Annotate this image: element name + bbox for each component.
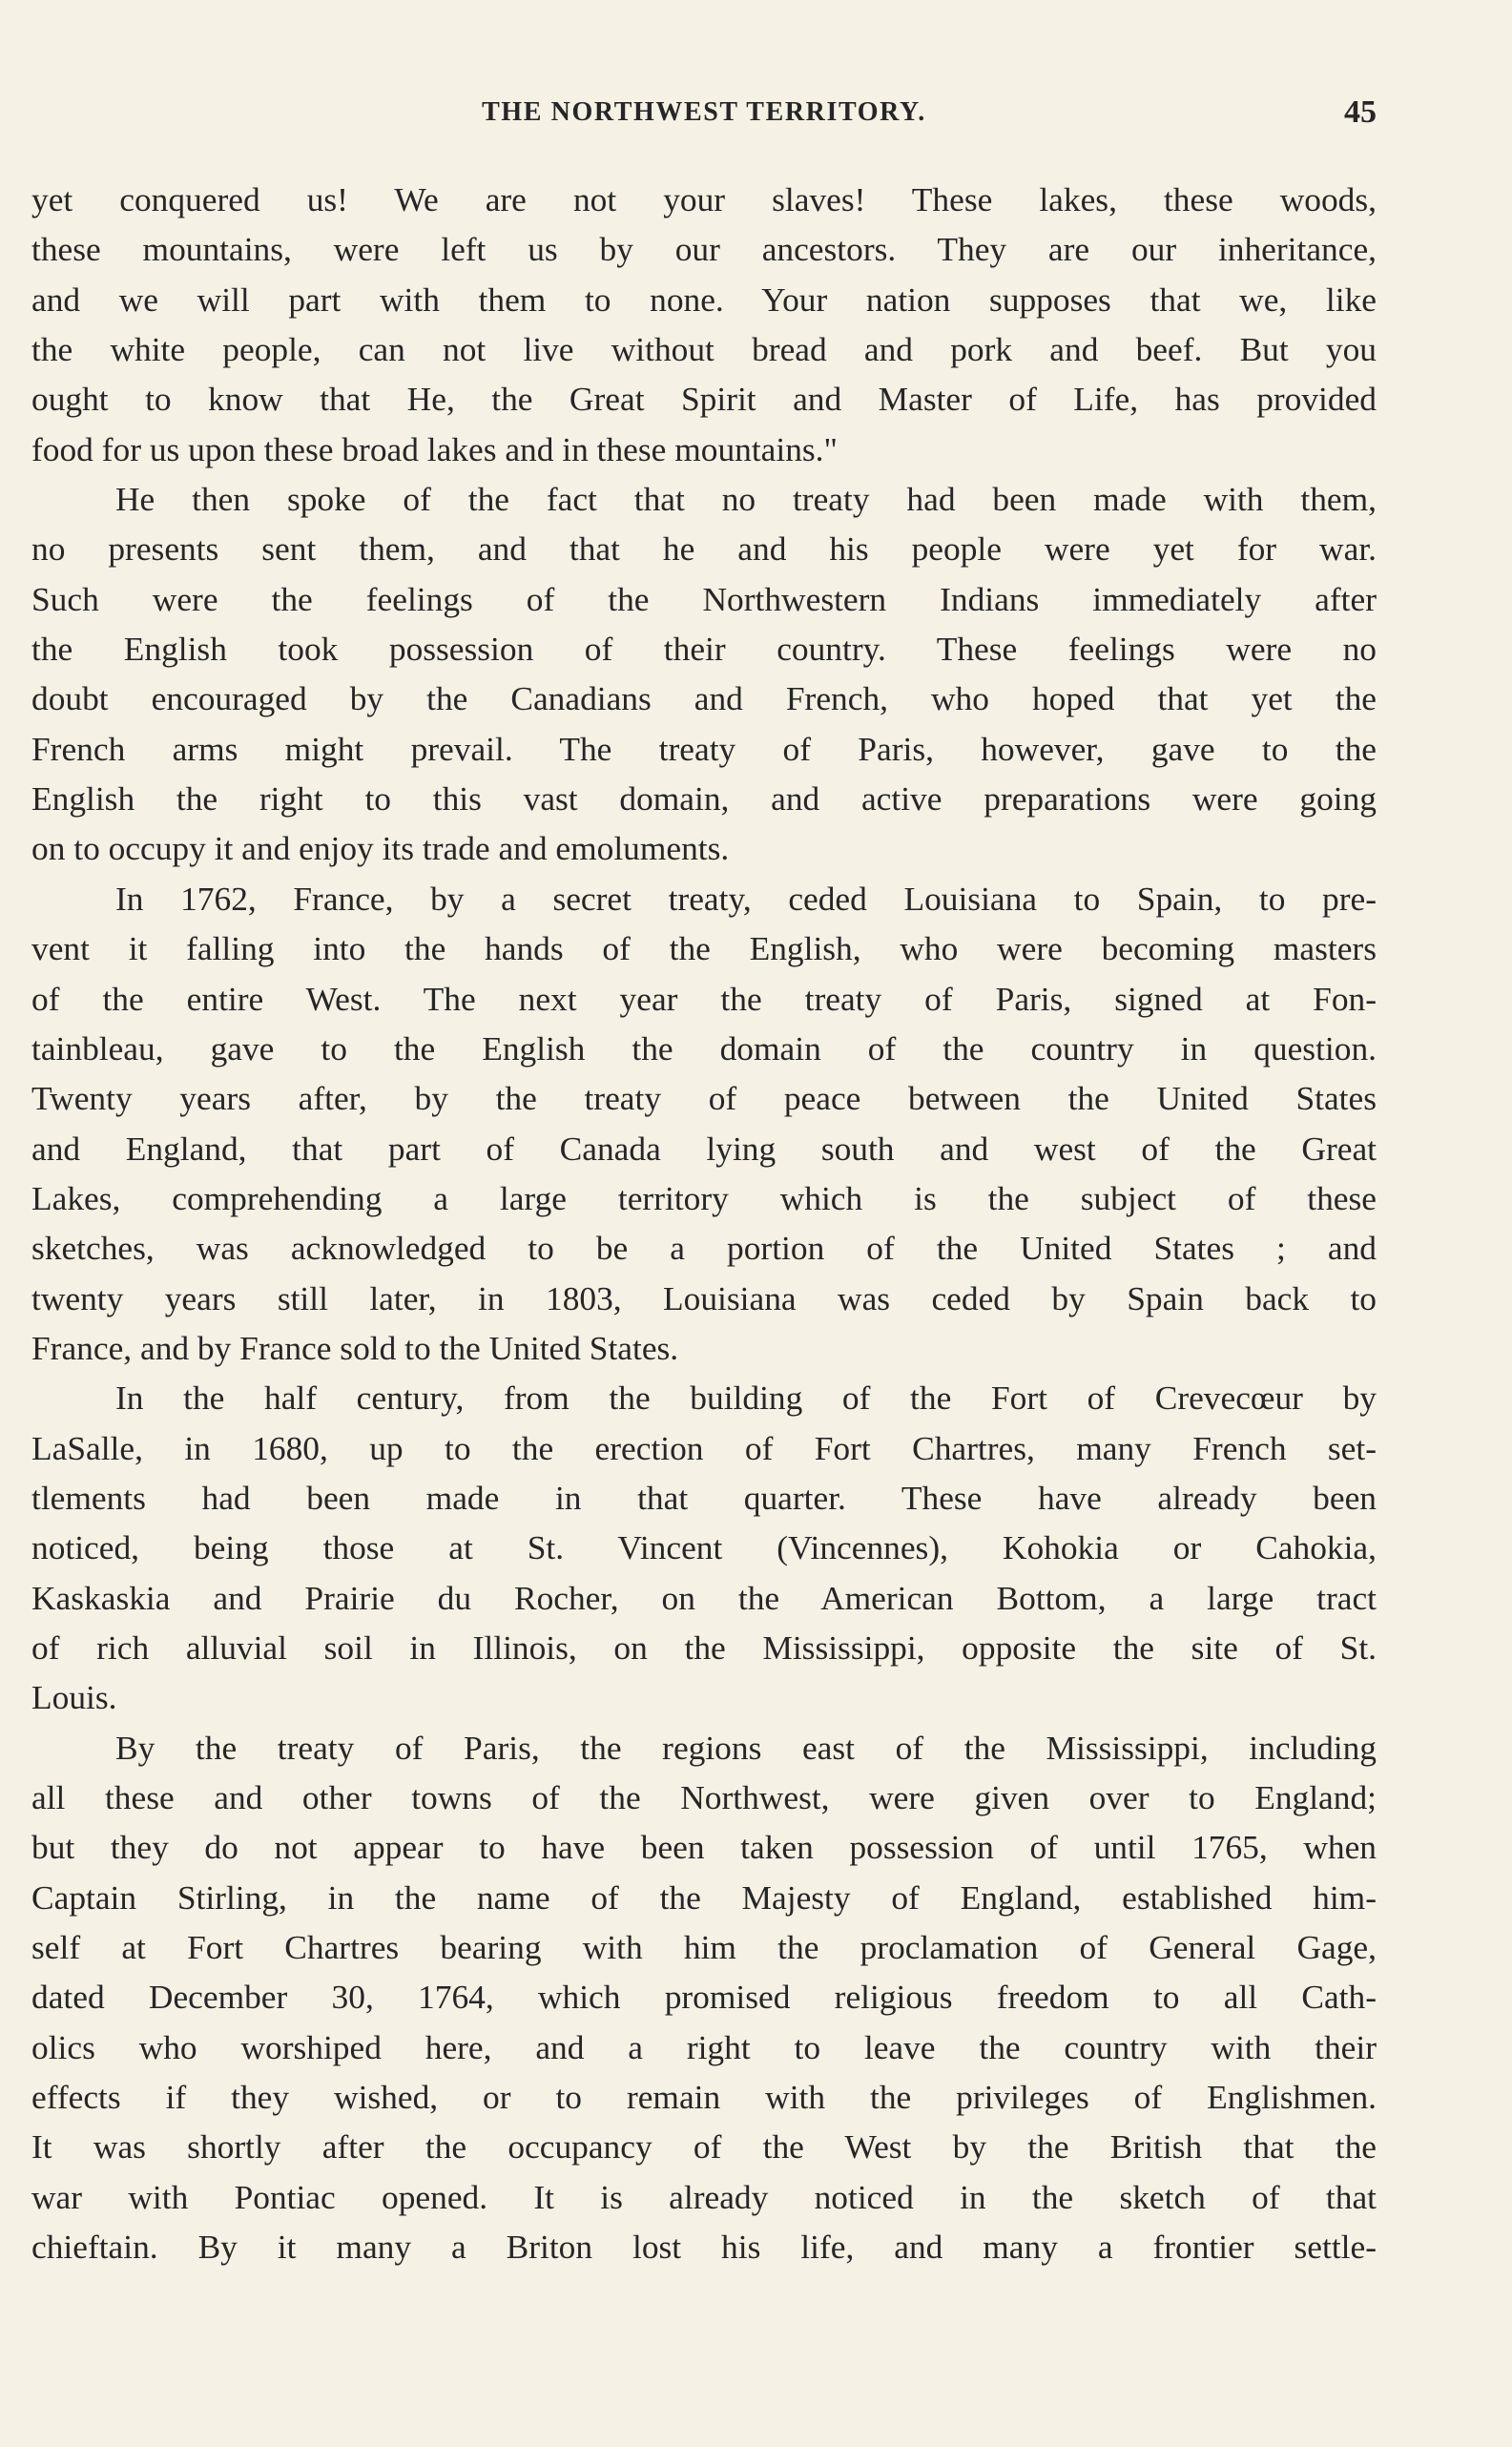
text-line-26: LaSalle, in 1680, up to the erection of Fort Chartres, many French set-	[31, 1428, 1377, 1467]
text-line-12: French arms might prevail. The treaty of Paris, however, gave to the	[31, 729, 1377, 768]
text-line-33: all these and other towns of the Northwest, were given over to England;	[31, 1778, 1377, 1816]
text-line-22: sketches, was acknowledged to be a portion of the United States ; and	[31, 1229, 1377, 1268]
text-line-17: of the entire West. The next year the treaty of Paris, signed at Fon-	[31, 979, 1377, 1018]
text-line-38: olics who worshiped here, and a right to leave the country with their	[31, 2027, 1377, 2066]
text-line-34: but they do not appear to have been taken possession of until 1765, when	[31, 1828, 1377, 1867]
text-line-19: Twenty years after, by the treaty of peace between the United States	[31, 1079, 1377, 1118]
text-line-40: It was shortly after the occupancy of the West by the British that the	[31, 2127, 1377, 2167]
text-line-28: noticed, being those at St. Vincent (Vincennes), Kohokia or Cahokia,	[31, 1528, 1377, 1567]
text-line-8: no presents sent them, and that he and his people were yet for war.	[31, 529, 1377, 569]
page-header	[31, 88, 1377, 137]
text-line-6: food for us upon these broad lakes and in these mountains."	[31, 429, 838, 468]
text-line-29: Kaskaskia and Prairie du Rocher, on the American Bottom, a large tract	[31, 1578, 1377, 1617]
text-line-21: Lakes, comprehending a large territory which is the subject of these	[31, 1178, 1377, 1217]
text-line-2: these mountains, were left us by our ancestors. They are our inheritance,	[31, 230, 1377, 269]
text-line-14: on to occupy it and enjoy its trade and emoluments.	[31, 829, 730, 868]
text-line-42: chieftain. By it many a Briton lost his life, and many a frontier settle-	[31, 2228, 1377, 2267]
text-line-13: English the right to this vast domain, and active preparations were going	[31, 779, 1377, 819]
text-line-11: doubt encouraged by the Canadians and French, who hoped that yet the	[31, 679, 1377, 718]
text-line-37: dated December 30, 1764, which promised religious freedom to all Cath-	[31, 1978, 1377, 2017]
page-number: 45	[1344, 94, 1377, 130]
text-line-7: He then spoke of the fact that no treaty had been made with them,	[115, 480, 1377, 519]
text-line-4: the white people, can not live without bread and pork and beef. But you	[31, 330, 1377, 369]
text-line-39: effects if they wished, or to remain with the privileges of Englishmen.	[31, 2078, 1377, 2117]
text-line-3: and we will part with them to none. Your nation supposes that we, like	[31, 280, 1377, 319]
text-line-23: twenty years still later, in 1803, Louisiana was ceded by Spain back to	[31, 1278, 1377, 1317]
text-line-35: Captain Stirling, in the name of the Majesty of England, established him-	[31, 1877, 1377, 1917]
text-line-27: tlements had been made in that quarter. These have already been	[31, 1478, 1377, 1517]
text-line-9: Such were the feelings of the Northwestern Indians immediately after	[31, 579, 1377, 618]
text-line-30: of rich alluvial soil in Illinois, on the Mississippi, opposite the site of St.	[31, 1628, 1377, 1667]
text-line-10: the English took possession of their country. These feelings were no	[31, 630, 1377, 669]
text-line-5: ought to know that He, the Great Spirit and Master of Life, has provided	[31, 380, 1377, 419]
text-line-36: self at Fort Chartres bearing with him the proclamation of General Gage,	[31, 1928, 1377, 1967]
text-line-18: tainbleau, gave to the English the domain of the country in question.	[31, 1028, 1377, 1068]
text-line-41: war with Pontiac opened. It is already noticed in the sketch of that	[31, 2177, 1377, 2216]
body-text	[31, 175, 1377, 2271]
text-line-32: By the treaty of Paris, the regions east of the Mississippi, including	[115, 1728, 1377, 1767]
text-line-1: yet conquered us! We are not your slaves! These lakes, these woods,	[31, 180, 1377, 218]
text-line-15: In 1762, France, by a secret treaty, ceded Louisiana to Spain, to pre-	[115, 879, 1377, 918]
text-line-20: and England, that part of Canada lying south and west of the Great	[31, 1129, 1377, 1168]
text-line-31: Louis.	[31, 1678, 117, 1717]
text-line-25: In the half century, from the building of the Fort of Crevecœur by	[115, 1379, 1377, 1418]
running-title: THE NORTHWEST TERRITORY.	[482, 97, 926, 127]
text-line-16: vent it falling into the hands of the English, who were becoming masters	[31, 929, 1377, 968]
text-line-24: France, and by France sold to the United States.	[31, 1328, 679, 1367]
